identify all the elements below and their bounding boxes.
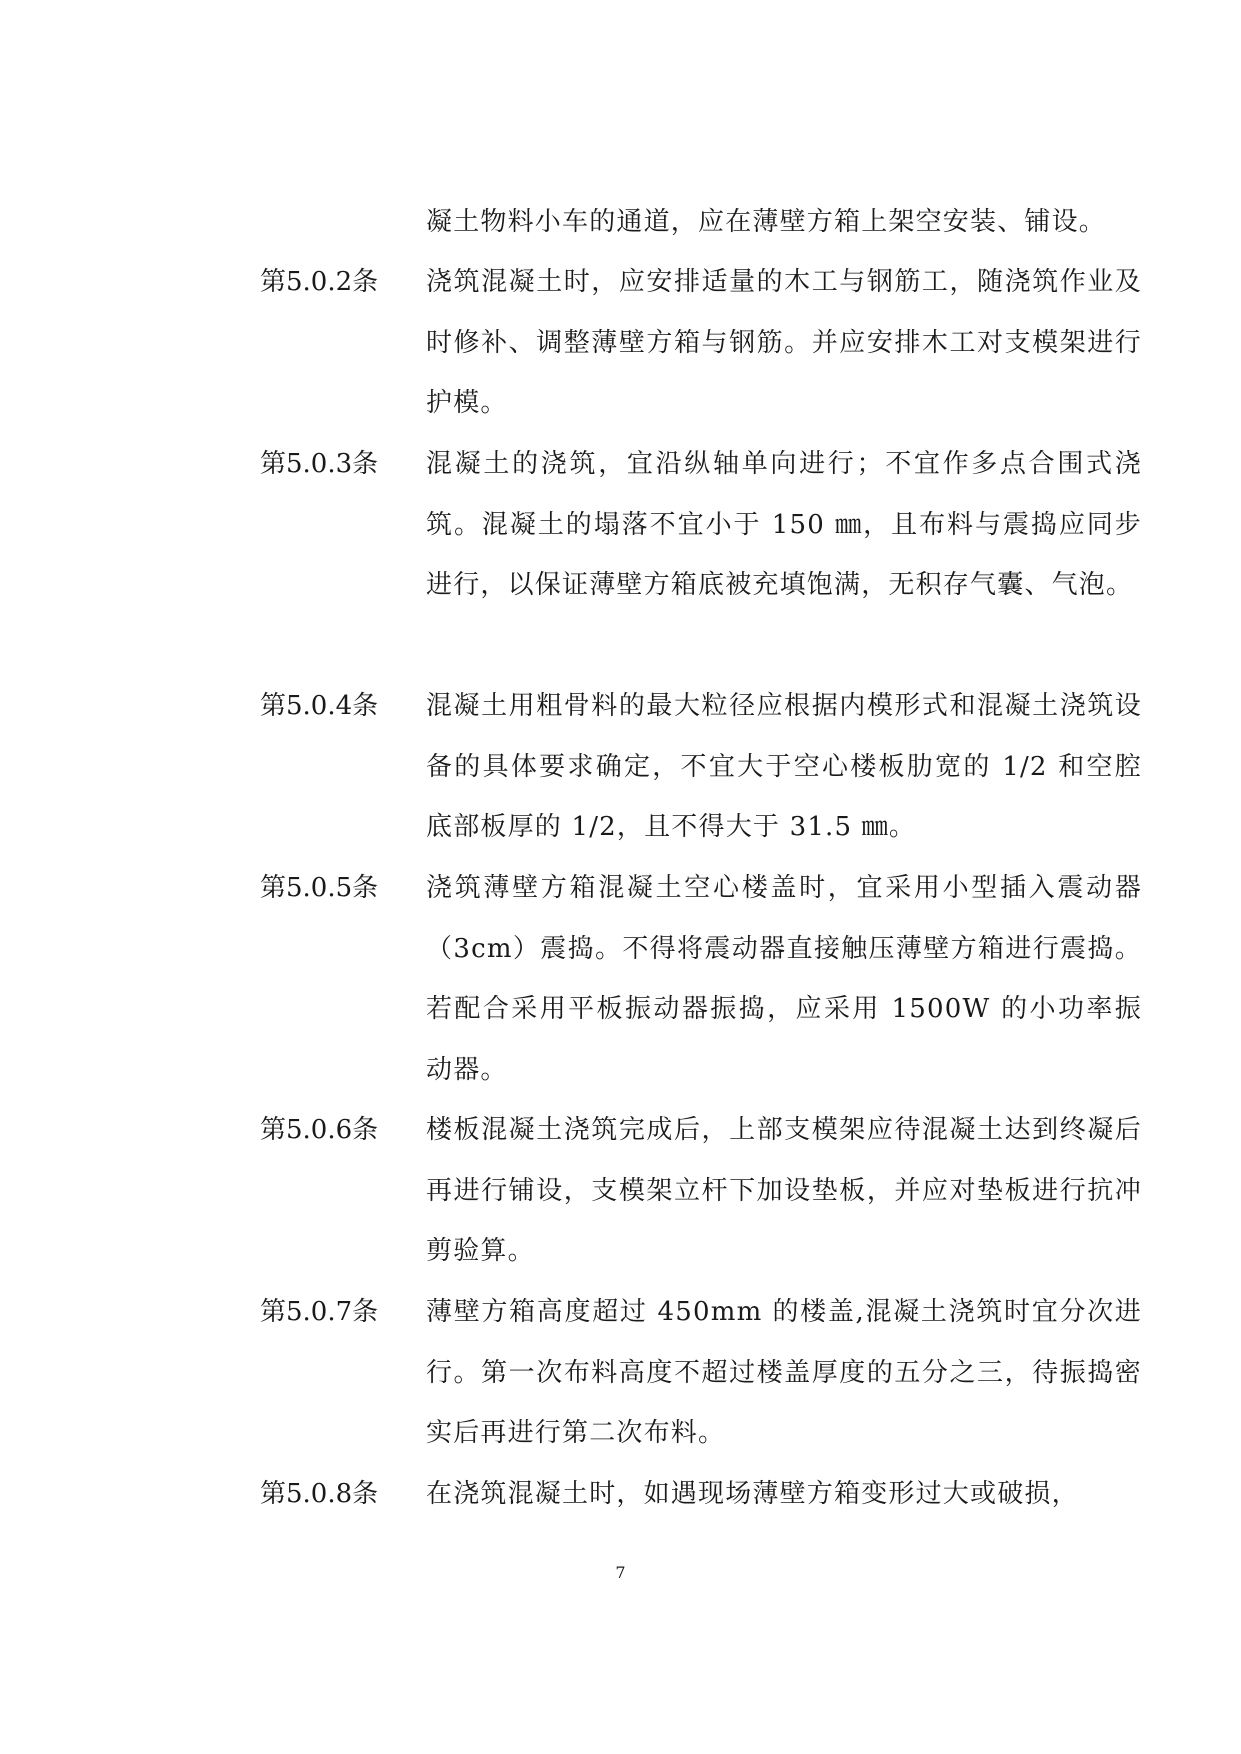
clause-text: 薄壁方箱高度超过 450mm 的楼盖,混凝土浇筑时宜分次进行。第一次布料高度不超过楼盖厚度的五分之三，待振捣密实后再进行第二次布料。 (426, 1297, 1142, 1448)
clause-text: 浇筑薄壁方箱混凝土空心楼盖时，宜采用小型插入震动器（3cm）震捣。不得将震动器直接触压薄壁方箱进行震捣。若配合采用平板振动器振捣，应采用 1500W 的小功率振动器。 (426, 873, 1142, 1085)
clause-text: 在浇筑混凝土时，如遇现场薄壁方箱变形过大或破损， (426, 1479, 1079, 1509)
clause-number: 第5.0.3条 (260, 449, 379, 479)
page-number: 7 (615, 1563, 626, 1582)
continuation-text: 凝土物料小车的通道，应在薄壁方箱上架空安装、铺设。 (426, 207, 1107, 237)
clause-number: 第5.0.7条 (260, 1297, 379, 1327)
clause-number: 第5.0.2条 (260, 267, 379, 297)
clause-number: 第5.0.5条 (260, 873, 379, 903)
clause-number: 第5.0.4条 (260, 691, 379, 721)
clause-number: 第5.0.8条 (260, 1479, 379, 1509)
clause-text: 混凝土的浇筑，宜沿纵轴单向进行；不宜作多点合围式浇筑。混凝土的塌落不宜小于 150 ㎜，且布料与震捣应同步进行，以保证薄壁方箱底被充填饱满，无积存气囊、气泡。 (426, 449, 1142, 600)
clause-text: 楼板混凝土浇筑完成后，上部支模架应待混凝土达到终凝后再进行铺设，支模架立杆下加设垫板，并应对垫板进行抗冲剪验算。 (426, 1115, 1142, 1266)
clause-text: 混凝土用粗骨料的最大粒径应根据内模形式和混凝土浇筑设备的具体要求确定，不宜大于空心楼板肋宽的 1/2 和空腔底部板厚的 1/2，且不得大于 31.5 ㎜。 (426, 691, 1142, 842)
clause-number: 第5.0.6条 (260, 1115, 379, 1145)
clause-text: 浇筑混凝土时，应安排适量的木工与钢筋工，随浇筑作业及时修补、调整薄壁方箱与钢筋。并应安排木工对支模架进行护模。 (426, 267, 1142, 418)
